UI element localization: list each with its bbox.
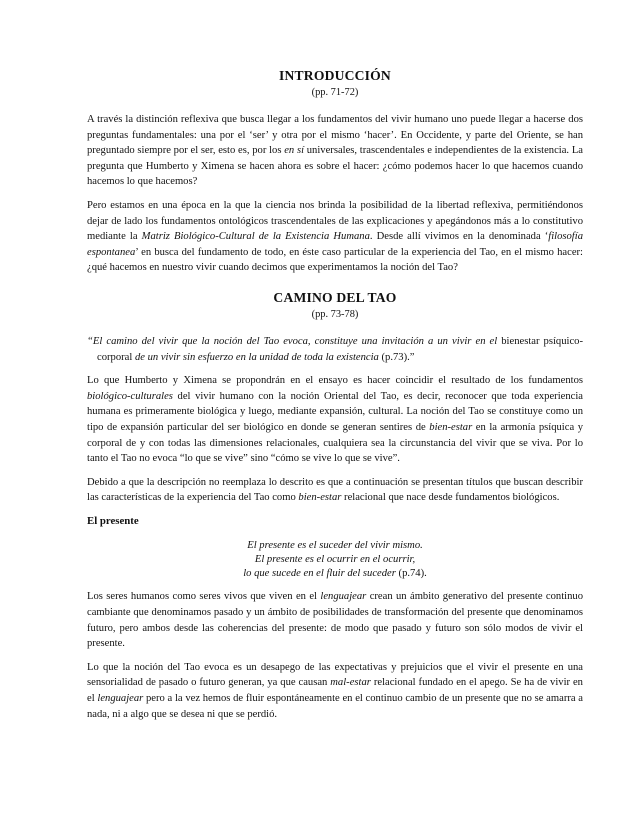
text-run: universales, trascendentales e independientes de la existencia. La pregunta que Humberto y Ximena se hacen ahora es sobre el hacer: ¿cómo podemos hacer lo que hacemos cuando hacemos lo que hacemos?: [87, 145, 583, 188]
verse-block: [87, 539, 583, 581]
text-run: Lo que Humberto y Ximena se propondrán en el ensayo es hacer coincidir el resultado de los fundamentos: [87, 375, 583, 387]
verse-line-2: El presente es el ocurrir en el ocurrir,: [254, 554, 416, 566]
section-pages-introduccion: (pp. 71-72): [311, 87, 359, 98]
text-run: en la armonía psíquica y corporal de y con todas las dimensiones relacionales, cualquiera sea la circunstancia del vivir que se viva. Por lo tanto el Tao no evoca “lo que se vive” sino “cómo se vive lo que se vive”.: [87, 421, 584, 465]
text-run: bienestar psíquico-corporal: [97, 335, 583, 363]
section-pages-camino-del-tao: (pp. 73-78): [311, 308, 359, 320]
text-run: relacional fundado en el apego. Se ha de vivir en el: [87, 677, 583, 705]
italic-run: bien-estar: [298, 492, 342, 504]
text-run: . Desde allí vivimos en la denominada ‘: [369, 231, 549, 243]
italic-run: “El camino del vivir que la noción del Tao evoca, constituye una invitación a un vivir en el: [87, 335, 498, 347]
presente-paragraph-2: [87, 660, 583, 722]
text-run: del vivir humano con la noción Oriental del Tao, es decir, reconocer que toda experiencia humana es primeramente biológica y luego, mediante expansión, cultural. La noción del Tao se constituye como un tipo de expansión particular del ser biológico en donde se generan sentires de: [87, 390, 583, 433]
italic-run: mal-estar: [330, 677, 371, 689]
italic-run: filosofía espontanea: [87, 231, 583, 258]
presente-paragraph-1: [87, 589, 583, 651]
camino-paragraph-1: [87, 373, 583, 467]
text-run: pero a la vez hemos de fluir espontáneamente en el continuo cambio de un presente que no se amarra a nada, ni a algo que se desea ni que se perdió.: [87, 693, 583, 720]
italic-run: de un vivir sin esfuerzo en la unidad de toda la existencia: [134, 351, 379, 363]
italic-run: bien-estar: [429, 421, 473, 433]
italic-run: en sí: [284, 145, 305, 157]
italic-run: Matriz Biológico-Cultural de la Existencia Humana: [141, 231, 370, 243]
text-run: (p.73).”: [378, 351, 415, 363]
verse-line-3-text: lo que sucede en el fluir del suceder: [243, 568, 396, 580]
text-run: relacional que nace desde fundamentos biológicos.: [341, 492, 560, 504]
verse-reference: (p.74).: [395, 568, 427, 580]
text-run: crean un ámbito generativo del presente continuo cambiante que denominamos pasado y un ámbito de posibilidades de transformación del presente que denominamos futuro, pero ambos desde las coherencias del presente: de modo que pasado y futuro son sólo modos de vivir el presente.: [87, 591, 583, 650]
text-run: A través la distinción reflexiva que busca llegar a los fundamentos del vivir humano uno puede llegar a hacerse dos preguntas fundamentales: una por el ‘ser’ y otra por el mismo ‘hacer’. En Occidente, y parte del Oriente, se han preguntado siempre por el ser, esto es, por los: [87, 114, 583, 157]
verse-line-3: [87, 567, 583, 581]
camino-paragraph-2: [87, 475, 583, 506]
verse-line-1: El presente es el suceder del vivir mismo.: [247, 540, 423, 552]
intro-paragraph-2: [87, 198, 583, 276]
italic-run: biológico-culturales: [87, 390, 173, 402]
italic-run: lenguajear: [97, 693, 144, 705]
text-run: Lo que la noción del Tao evoca es un desapego de las expectativas y prejuicios que el vivir el presente en una sensorialidad de pasado o futuro generan, ya que causan: [87, 661, 583, 689]
section-title-camino-del-tao: CAMINO DEL TAO: [273, 289, 397, 305]
section-title-introduccion: INTRODUCCIÓN: [279, 68, 391, 83]
tao-quote: [87, 334, 583, 365]
intro-paragraph-1: [87, 112, 583, 190]
text-run: Los seres humanos como seres vivos que viven en el: [87, 591, 321, 603]
italic-run: lenguajear: [320, 591, 367, 603]
text-run: Debido a que la descripción no reemplaza lo descrito es que a continuación se presentan títulos que buscan describir las características de la experiencia del Tao como: [87, 476, 583, 504]
subsection-heading-el-presente: El presente: [87, 514, 139, 527]
text-run: ’ en busca del fundamento de todo, en éste caso particular de la experiencia del Tao, en el mismo hacer: ¿qué hacemos en nuestro vivir cuando decimos que experimentamos la noción del Tao?: [87, 246, 583, 274]
text-run: Pero estamos en una época en la que la ciencia nos brinda la posibilidad de la libertad reflexiva, permitiéndonos dejar de lado los fundamentos ontológicos trascendentales de las explicaciones y apegándonos más a lo constitutivo mediante la: [87, 199, 583, 243]
